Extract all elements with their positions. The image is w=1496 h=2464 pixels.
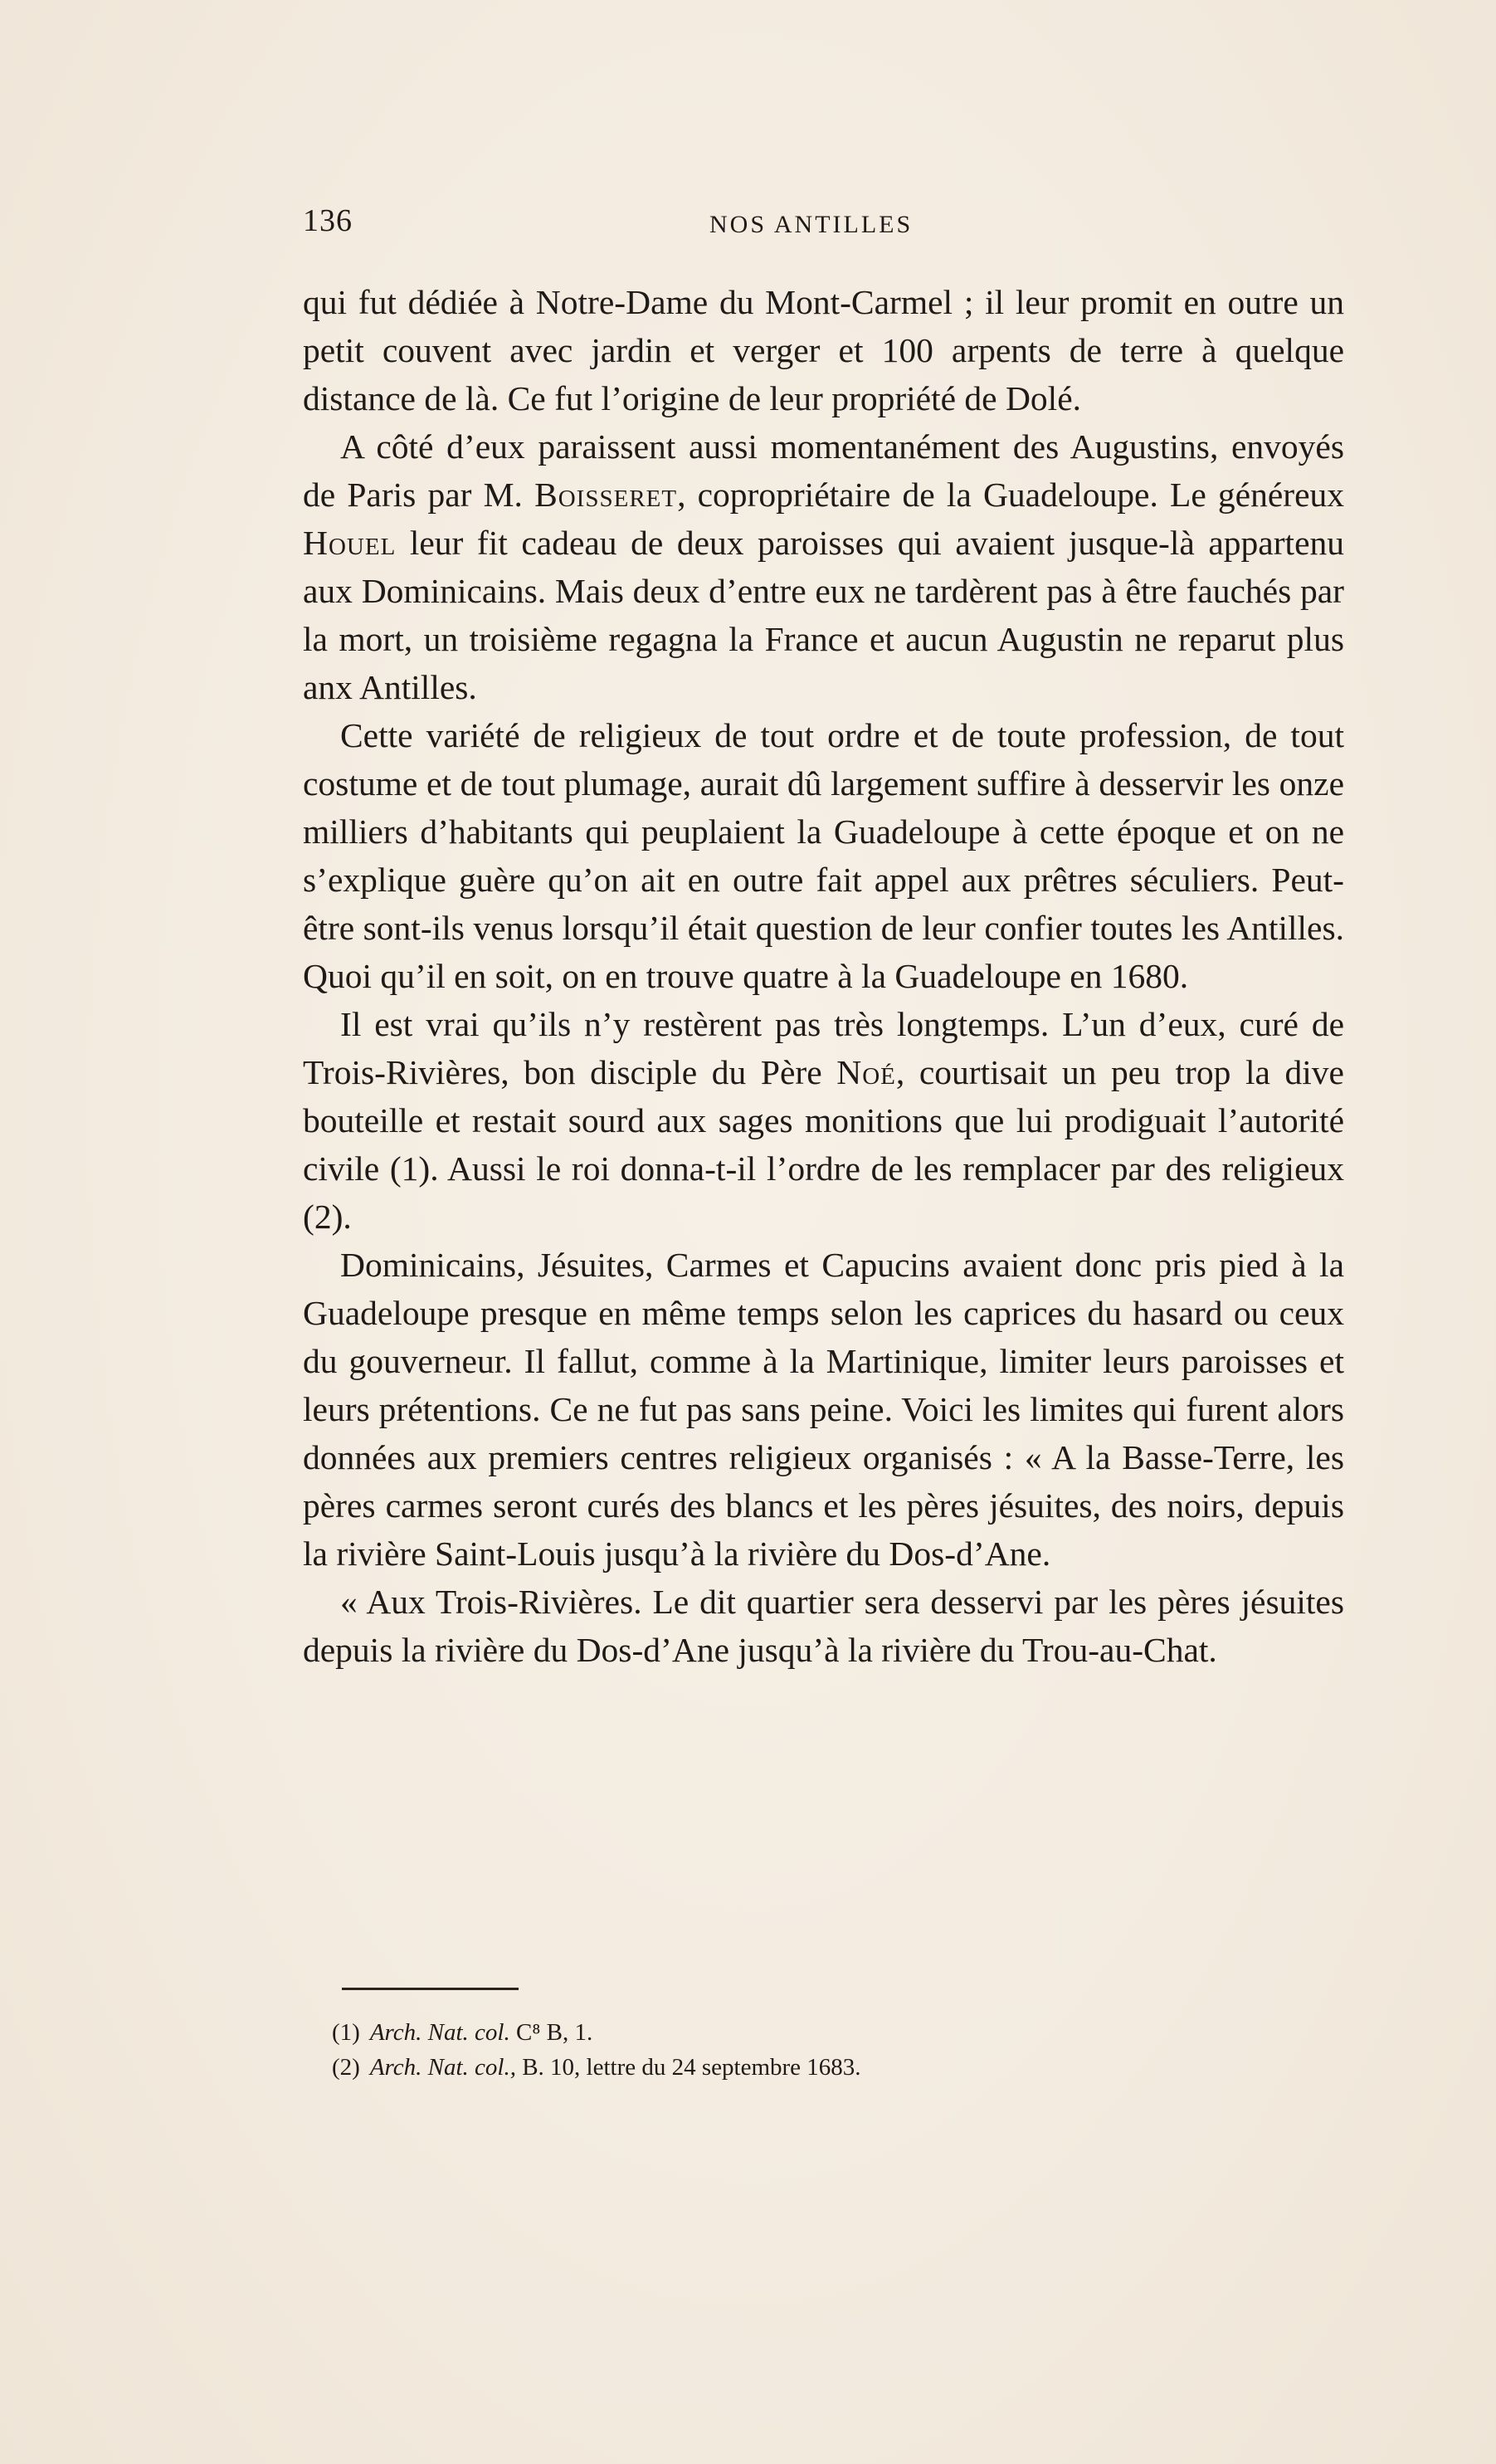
page-number: 136 bbox=[303, 203, 353, 238]
paragraph-2 bbox=[303, 422, 1344, 711]
person-name-boisseret: Boisseret bbox=[534, 476, 678, 514]
paragraph-3: Cette variété de religieux de tout ordre et de toute profession, de tout costume et de tout plumage, aurait dû largement suffire à desservir les onze milliers d’habitants qui peuplaient la Guadeloupe à cette époque et on ne s’explique guère qu’on ait en outre fait appel aux prêtres séculiers. Peut-être sont-ils venus lorsqu’il était question de leur confier toutes les Antilles. Quoi qu’il en soit, on en trouve quatre à la Guadeloupe en 1680. bbox=[303, 716, 1344, 995]
page-header bbox=[303, 202, 1348, 252]
paragraph-2-part-b: , copropriétaire de la Guadeloupe. Le généreux bbox=[677, 476, 1344, 514]
paragraph-4-part-b: , courtisait un peu trop la dive bouteille et restait sourd aux sages monitions que lui prodiguait l’autorité civile (1). Aussi le roi donna-t-il l’ordre de les remplacer par des religieux (2). bbox=[303, 1053, 1344, 1236]
paragraph-4-part-a: Il est vrai qu’ils n’y restèrent pas très longtemps. L’un d’eux, curé de Trois-Rivières, bon disciple du Père bbox=[303, 1005, 1344, 1091]
person-name-houel: Houel bbox=[303, 524, 397, 562]
paragraph-2-part-a: A côté d’eux paraissent aussi momentanément des Augustins, envoyés de Paris par M. bbox=[303, 427, 1344, 514]
paragraph-5: Dominicains, Jésuites, Carmes et Capucins avaient donc pris pied à la Guadeloupe presque en même temps selon les caprices du hasard ou ceux du gouverneur. Il fallut, comme à la Martinique, limiter leurs paroisses et leurs prétentions. Ce ne fut pas sans peine. Voici les limites qui furent alors données aux premiers centres religieux organisés : « A la Basse-Terre, les pères carmes seront curés des blancs et les pères jésuites, des noirs, depuis la rivière Saint-Louis jusqu’à la rivière du Dos-d’Ane. bbox=[303, 1246, 1344, 1573]
running-title: NOS ANTILLES bbox=[709, 211, 914, 238]
footnotes bbox=[332, 2015, 1328, 2085]
paragraph-1: qui fut dédiée à Notre-Dame du Mont-Carmel ; il leur promit en outre un petit couvent avec jardin et verger et 100 arpents de terre à quelque distance de là. Ce fut l’origine de leur propriété de Dolé. bbox=[303, 283, 1344, 417]
footnote-reference: C⁸ B, 1. bbox=[509, 2019, 593, 2046]
paragraph-6: « Aux Trois-Rivières. Le dit quartier sera desservi par les pères jésuites depuis la rivière du Dos-d’Ane jusqu’à la rivière du Trou-au-Chat. bbox=[303, 1583, 1344, 1669]
paragraph-2-part-c: leur fit cadeau de deux paroisses qui avaient jusque-là appartenu aux Dominicains. Mais deux d’entre eux ne tardèrent pas à être fauchés par la mort, un troisième regagna la France et aucun Augustin ne reparut plus anx Antilles. bbox=[303, 524, 1344, 706]
footnote-divider bbox=[342, 1988, 519, 1990]
person-name-noe: Noé bbox=[836, 1053, 896, 1091]
footnote-number: (1) bbox=[332, 2019, 360, 2046]
footnote-number: (2) bbox=[332, 2054, 360, 2081]
footnote-1 bbox=[332, 2015, 1328, 2050]
paragraph-4 bbox=[303, 1000, 1344, 1241]
footnote-2 bbox=[332, 2050, 1328, 2085]
footnote-source: Arch. Nat. col., bbox=[369, 2054, 516, 2081]
main-text bbox=[303, 278, 1344, 1674]
footnote-source: Arch. Nat. col. bbox=[369, 2019, 510, 2046]
footnote-reference: B. 10, lettre du 24 septembre 1683. bbox=[515, 2054, 861, 2081]
